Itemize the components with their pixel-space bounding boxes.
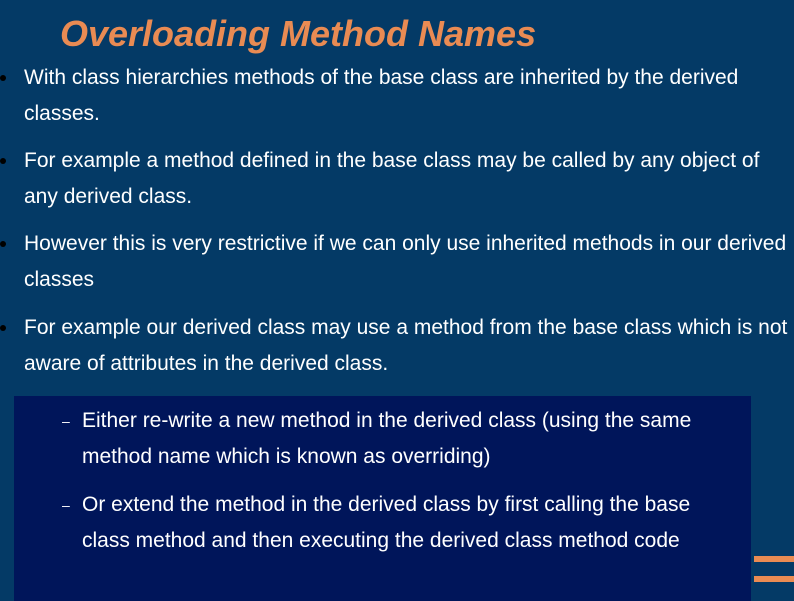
bullet-dot-icon: [0, 325, 6, 331]
decorative-line: [754, 556, 794, 562]
sub-bullet-text: Either re-write a new method in the derived class (using the same method name which is known as overriding): [82, 409, 692, 468]
slide-title: Overloading Method Names: [60, 13, 537, 54]
bullet-dot-icon: [0, 241, 6, 247]
dash-bullet-icon: –: [62, 413, 70, 429]
bullet-dot-icon: [0, 158, 6, 164]
decorative-line: [754, 576, 794, 582]
bullet-text: For example our derived class may use a method from the base class which is not aware of attributes in the derived class.: [24, 316, 788, 375]
bullet-text: For example a method defined in the base class may be called by any object of any derived class.: [24, 149, 760, 208]
bullet-text: However this is very restrictive if we can only use inherited methods in our derived classes: [24, 232, 787, 291]
bullet-text: With class hierarchies methods of the base class are inherited by the derived classes.: [24, 66, 739, 125]
dash-bullet-icon: –: [62, 497, 70, 513]
bullet-dot-icon: [0, 75, 6, 81]
sub-bullet-text: Or extend the method in the derived class by first calling the base class method and then executing the derived class method code: [82, 493, 691, 552]
